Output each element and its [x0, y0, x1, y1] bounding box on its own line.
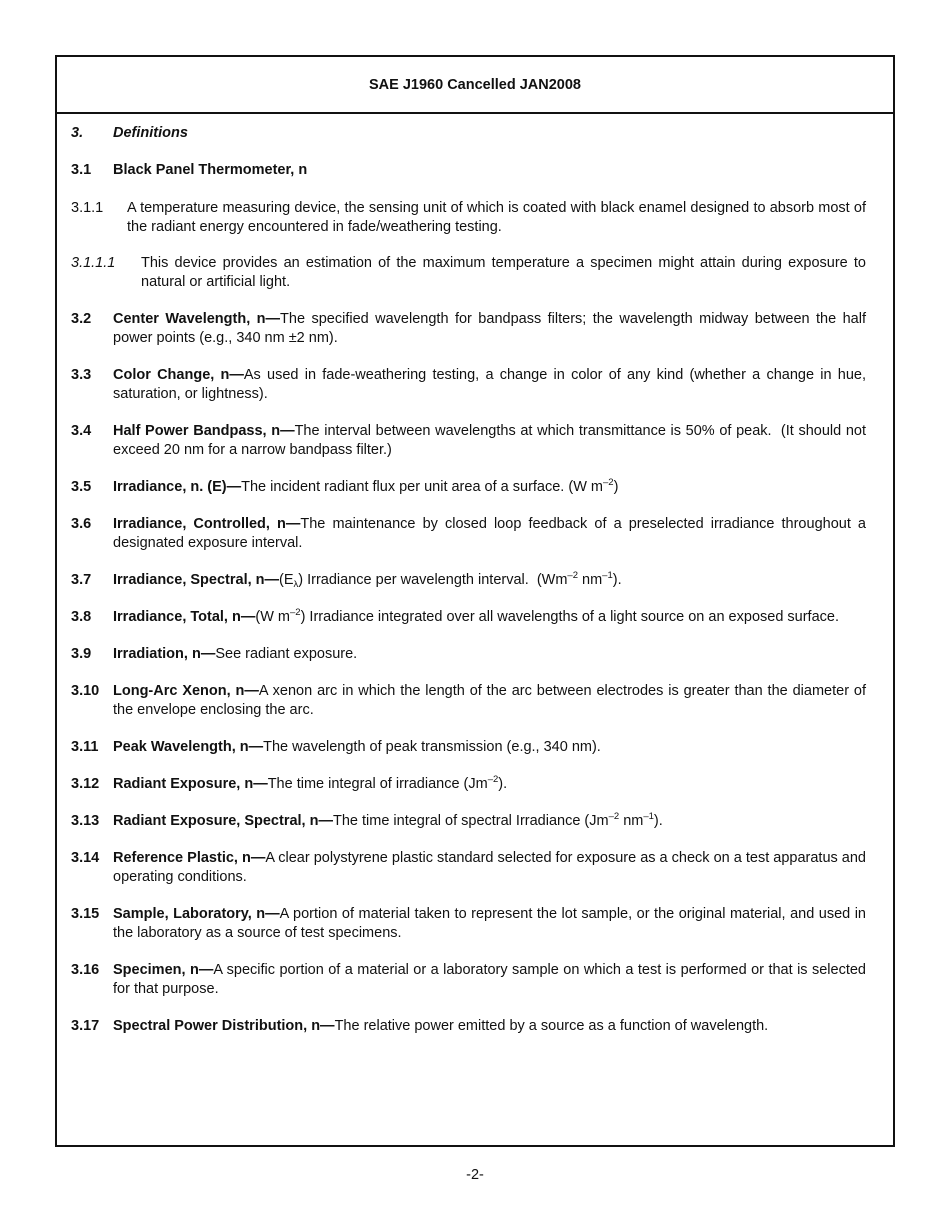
definition-3-5 [71, 478, 866, 497]
definition-3-2 [71, 310, 866, 348]
subscript: λ [293, 579, 299, 590]
definition-term: Color Change, n— [113, 367, 244, 383]
definition-term: Irradiance, Total, n— [113, 609, 256, 625]
definition-number: 3.3 [71, 367, 92, 383]
definition-text: A clear polystyrene plastic standard selected for exposure as a check on a test apparatus and operating conditions. [113, 850, 866, 885]
definition-term: Black Panel Thermometer, n [113, 162, 308, 178]
definition-text: The wavelength of peak transmission (e.g., 340 nm). [263, 739, 601, 755]
definition-3-4 [71, 422, 871, 460]
definition-number: 3.14 [71, 850, 100, 866]
definition-3-17 [71, 1017, 866, 1036]
definition-number: 3.11 [71, 739, 99, 755]
superscript: –1 [602, 570, 613, 581]
definition-term: Center Wavelength, n— [113, 311, 281, 327]
definition-3-14 [71, 849, 866, 887]
definitions-section [57, 114, 893, 1036]
definition-number: 3.12 [71, 776, 100, 792]
definition-text: The time integral of spectral Irradiance (Jm [332, 813, 609, 829]
definition-term: Specimen, n— [113, 962, 214, 978]
definition-3-1-1-1 [71, 254, 866, 292]
definition-text: (W m [255, 609, 290, 625]
definition-3-16 [71, 961, 866, 999]
section-title: Definitions [113, 125, 188, 141]
definition-text: ). [653, 813, 663, 829]
definition-3-1-1 [71, 199, 866, 237]
definition-term: Irradiance, Spectral, n— [113, 572, 280, 588]
page-number: -2- [466, 1167, 484, 1183]
definition-number: 3.17 [71, 1018, 100, 1034]
definition-text: A specific portion of a material or a laboratory sample on which a test is performed or that is selected for that purpose. [113, 962, 866, 997]
page-header [57, 57, 893, 114]
definition-3-11 [71, 738, 866, 757]
definition-number: 3.5 [71, 479, 92, 495]
definition-text: ). [612, 572, 622, 588]
definition-text: (E [279, 572, 294, 588]
definition-number: 3.16 [71, 962, 100, 978]
definition-number: 3.1 [71, 162, 92, 178]
definition-3-15 [71, 905, 866, 943]
definition-text: The time integral of irradiance (Jm [267, 776, 488, 792]
definition-text: The interval between wavelengths at which transmittance is 50% of peak. (It should not exceed 20 nm for a narrow bandpass filter.) [113, 423, 871, 458]
header-title: SAE J1960 Cancelled JAN2008 [369, 76, 581, 93]
document-frame [55, 55, 895, 1147]
definition-3-3 [71, 366, 866, 404]
definition-number: 3.6 [71, 516, 92, 532]
definition-3-12 [71, 775, 866, 794]
definition-term: Irradiance, Controlled, n— [113, 516, 301, 532]
definition-text: nm [578, 572, 603, 588]
definition-term: Irradiance, n. (E)— [113, 479, 242, 495]
superscript: –2 [608, 811, 620, 822]
definition-number: 3.1.1 [71, 200, 104, 216]
superscript: –1 [643, 811, 654, 822]
definition-text: ) [613, 479, 619, 495]
superscript: –2 [289, 607, 301, 618]
definition-3-13 [71, 812, 866, 831]
definition-term: Long-Arc Xenon, n— [113, 683, 259, 699]
definition-text: ) Irradiance per wavelength interval. (Wm [298, 572, 568, 588]
definition-term: Radiant Exposure, n— [113, 776, 268, 792]
definition-text: As used in fade-weathering testing, a change in color of any kind (whether a change in hue, saturation, or lightness). [113, 367, 866, 402]
definition-number: 3.7 [71, 572, 92, 588]
definition-text: A temperature measuring device, the sensing unit of which is coated with black enamel designed to absorb most of the radiant energy encountered in fade/weathering testing. [127, 200, 866, 235]
definition-3-10 [71, 682, 866, 720]
superscript: –2 [567, 570, 578, 581]
definition-term: Reference Plastic, n— [113, 850, 266, 866]
definition-term: Sample, Laboratory, n— [113, 906, 280, 922]
section-number: 3. [71, 125, 84, 141]
definition-term: Peak Wavelength, n— [113, 739, 264, 755]
definition-3-8 [71, 608, 866, 627]
definition-term: Spectral Power Distribution, n— [113, 1018, 335, 1034]
superscript: –2 [487, 774, 499, 785]
definition-text: The incident radiant flux per unit area of a surface. (W m [241, 479, 603, 495]
definition-number: 3.2 [71, 311, 92, 327]
definition-3-1 [71, 161, 866, 180]
section-heading [71, 124, 866, 143]
definition-number: 3.4 [71, 423, 92, 439]
definition-text: A xenon arc in which the length of the arc between electrodes is greater than the diameter of the envelope enclosing the arc. [113, 683, 866, 718]
definition-term: Irradiation, n— [113, 646, 216, 662]
definition-number: 3.8 [71, 609, 92, 625]
definition-text: This device provides an estimation of the maximum temperature a specimen might attain during exposure to natural or artificial light. [141, 255, 866, 290]
definition-number: 3.13 [71, 813, 100, 829]
definition-term: Half Power Bandpass, n— [113, 423, 295, 439]
definition-text: See radiant exposure. [215, 646, 358, 662]
definition-number: 3.10 [71, 683, 100, 699]
definition-3-6 [71, 515, 866, 553]
definition-text: ). [498, 776, 508, 792]
definition-text: The maintenance by closed loop feedback of a preselected irradiance throughout a designated exposure interval. [113, 516, 866, 551]
definition-text: nm [619, 813, 644, 829]
superscript: –2 [603, 477, 614, 488]
definition-3-7 [71, 571, 866, 590]
definition-3-9 [71, 645, 866, 664]
definition-number: 3.9 [71, 646, 92, 662]
definition-number: 3.1.1.1 [71, 255, 116, 271]
definition-text: The specified wavelength for bandpass filters; the wavelength midway between the half power points (e.g., 340 nm ±2 nm). [113, 311, 866, 346]
definition-text: A portion of material taken to represent the lot sample, or the original material, and used in the laboratory as a source of test specimens. [113, 906, 866, 941]
definition-term: Radiant Exposure, Spectral, n— [113, 813, 333, 829]
definition-text: The relative power emitted by a source as a function of wavelength. [334, 1018, 769, 1034]
definition-number: 3.15 [71, 906, 100, 922]
definition-text: ) Irradiance integrated over all wavelengths of a light source on an exposed surface. [300, 609, 839, 625]
